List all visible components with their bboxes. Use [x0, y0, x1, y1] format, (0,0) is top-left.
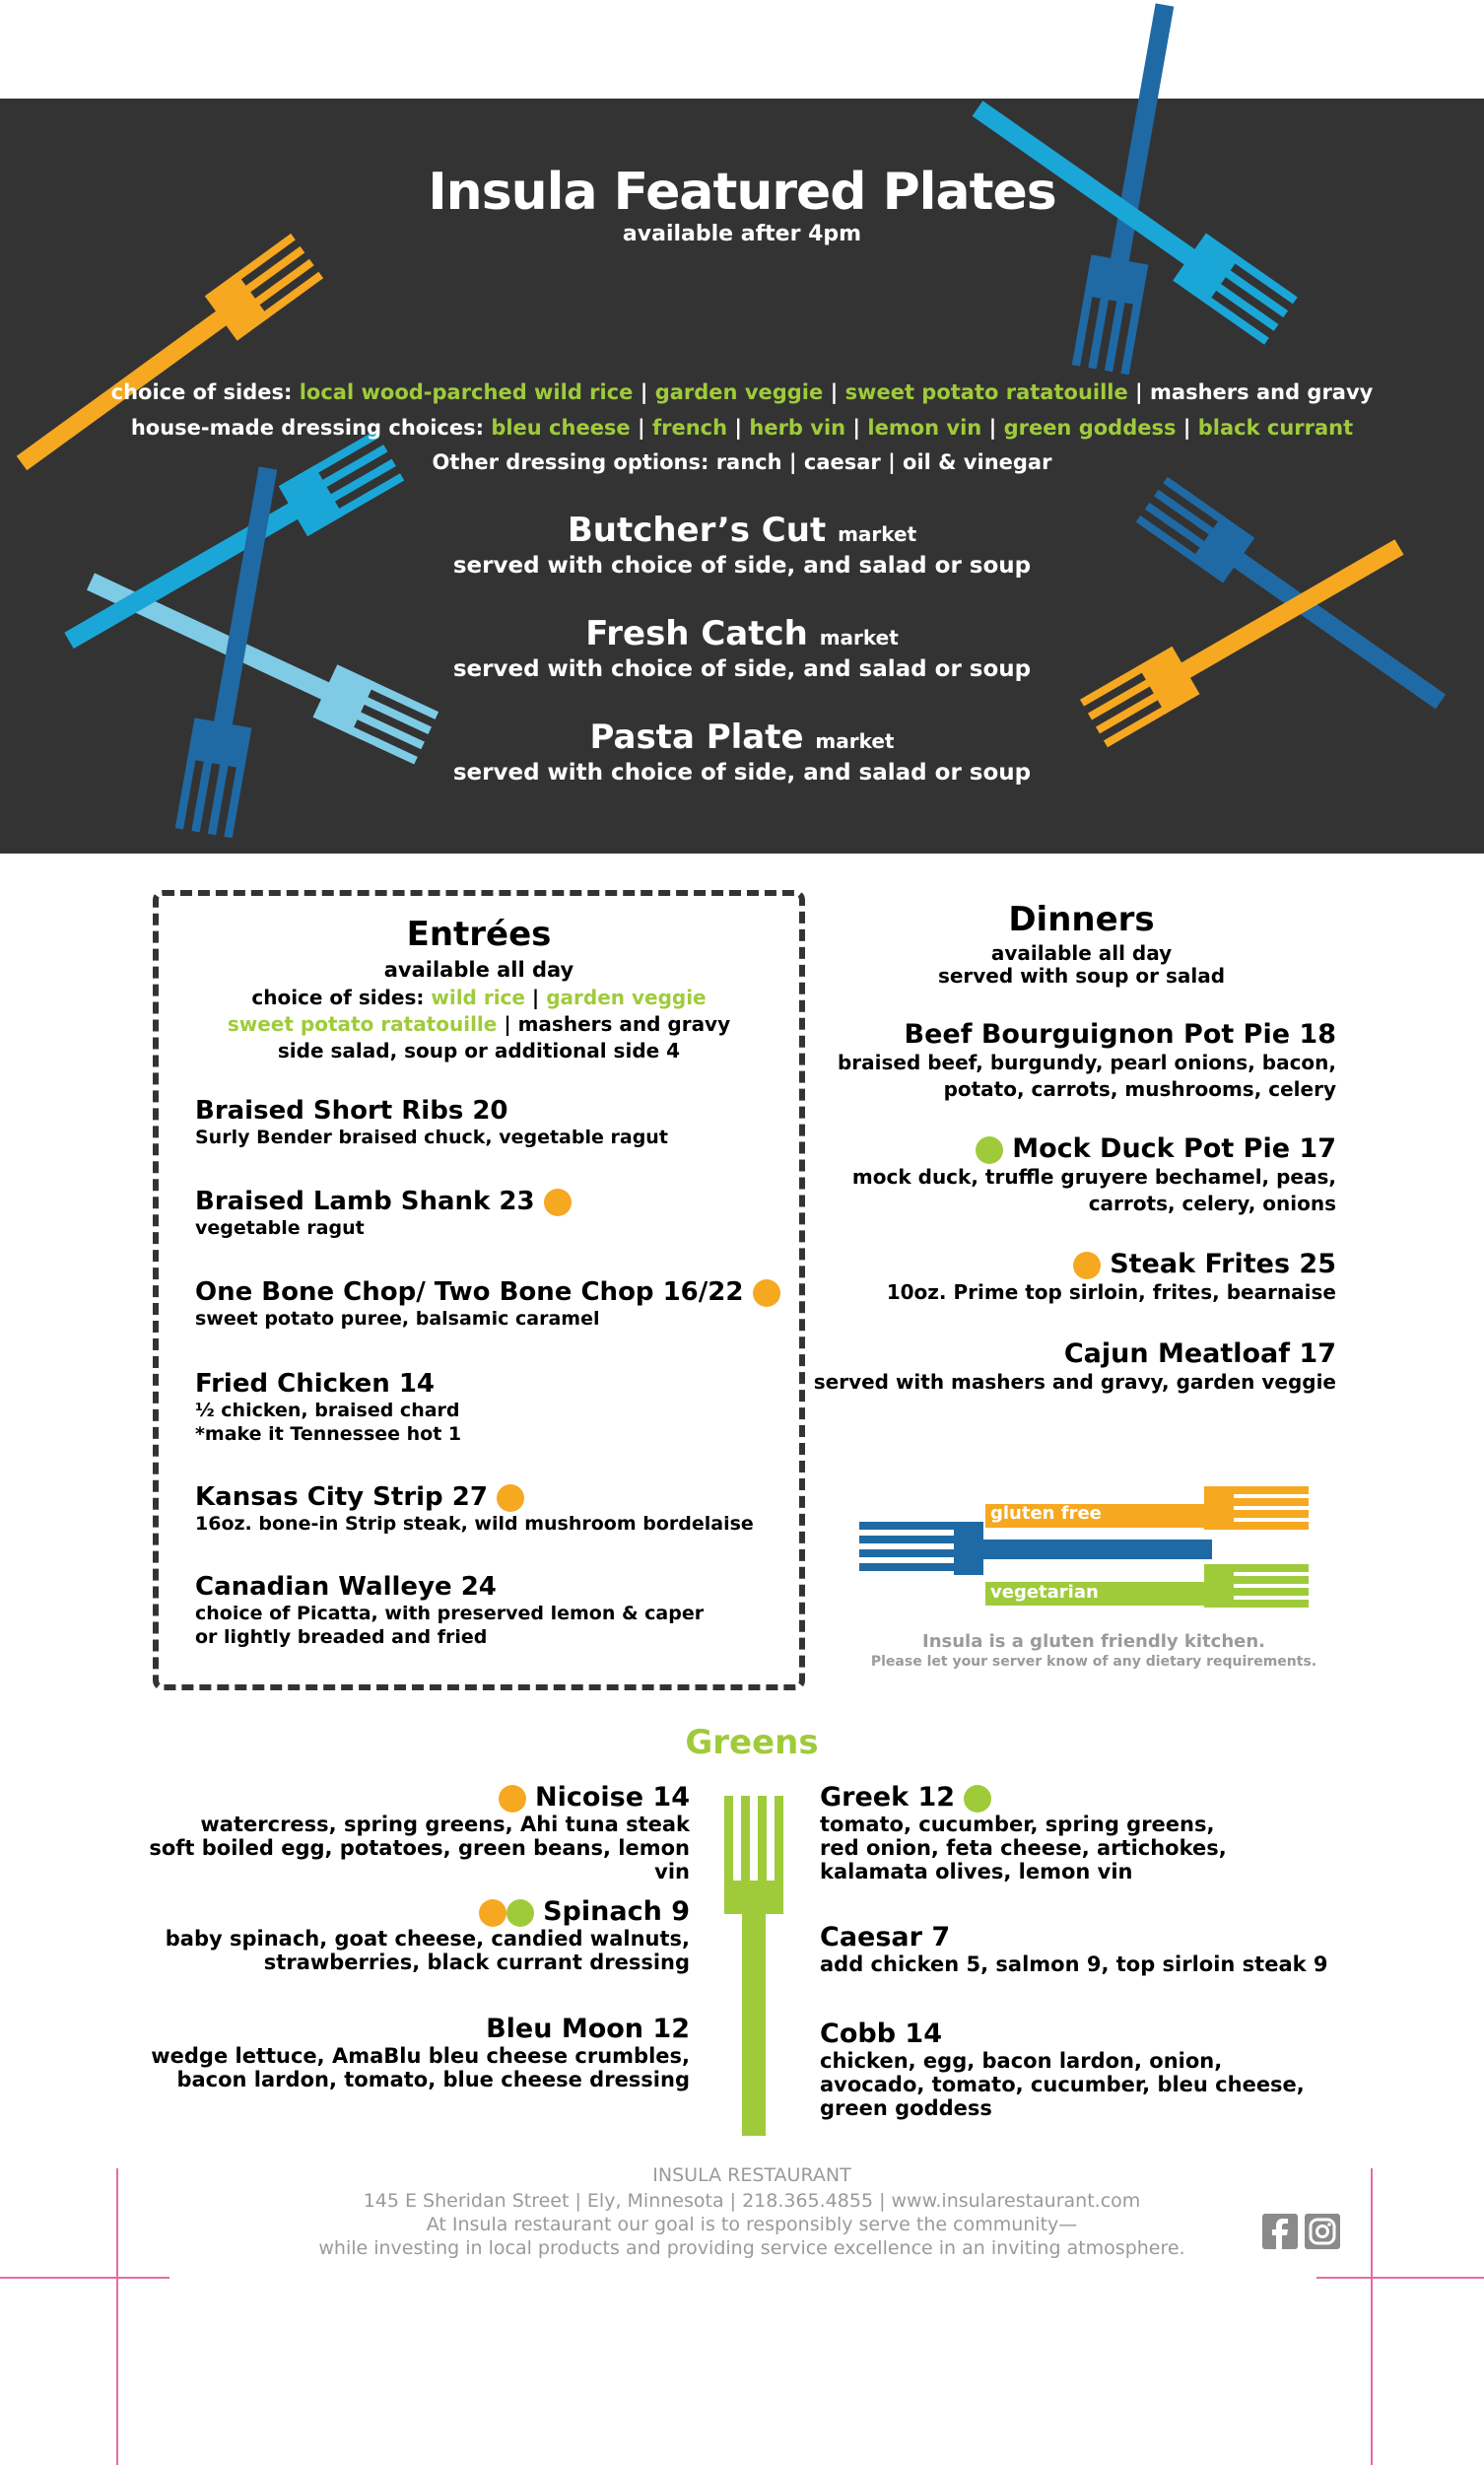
plate-title	[0, 511, 1484, 550]
item-name: Canadian Walleye 24	[195, 1572, 497, 1602]
item-name	[820, 1782, 1391, 1813]
item-description: mock duck, truffle gruyere bechamel, peas,	[851, 1165, 1336, 1189]
item-description: soft boiled egg, potatoes, green beans, lemon vin	[149, 1836, 690, 1883]
side-option: mashers and gravy	[1150, 380, 1374, 404]
orange-fork-icon	[6, 234, 324, 486]
item-name: Caesar 7	[820, 1922, 951, 1952]
menu-item	[769, 1249, 1336, 1306]
dressing-line: house-made dressing choices: bleu cheese | french | herb vin | lemon vin | green goddess | black currant	[130, 416, 1354, 440]
item-name: Bleu Moon 12	[486, 2014, 690, 2044]
gluten-note: Insula is a gluten friendly kitchen.	[922, 1631, 1265, 1652]
item-description: choice of Picatta, with preserved lemon & caper	[195, 1603, 705, 1624]
item-name-text: One Bone Chop/ Two Bone Chop 16/22	[195, 1277, 744, 1307]
item-description: strawberries, black currant dressing	[263, 1951, 690, 1974]
entrees-sides-line	[153, 1012, 805, 1036]
mission-line: while investing in local products and providing service excellence in an inviting atmosphere.	[318, 2237, 1185, 2259]
item-description: watercress, spring greens, Ahi tuna steak	[200, 1813, 690, 1836]
dinners-title: Dinners	[1008, 900, 1155, 939]
side-option: | mashers and gravy	[504, 1012, 731, 1036]
item-description: carrots, celery, onions	[1088, 1192, 1336, 1215]
entrees-sides-line: choice of sides: wild rice | garden veggie	[251, 986, 707, 1009]
item-description: avocado, tomato, cucumber, bleu cheese,	[820, 2073, 1305, 2096]
item-name	[769, 1249, 1336, 1279]
plate-title	[0, 718, 1484, 757]
plate-price: market	[815, 729, 895, 753]
side-option: local wood-parched wild rice	[299, 380, 634, 404]
menu-item	[769, 1133, 1336, 1217]
gluten-free-icon	[1073, 1252, 1101, 1279]
greens-title: Greens	[685, 1723, 819, 1762]
item-name-text: Steak Frites 25	[1110, 1249, 1336, 1279]
blue-fork-icon	[859, 1522, 1212, 1575]
plate-description: served with choice of side, and salad or soup	[452, 656, 1032, 682]
menu-item	[195, 1572, 704, 1649]
greens-item	[118, 1896, 690, 1974]
side-option: garden veggie	[654, 380, 824, 404]
dressing-option: lemon vin	[867, 416, 982, 440]
side-option: sweet potato ratatouille	[227, 1012, 498, 1036]
mission-line: At Insula restaurant our goal is to responsibly serve the community—	[426, 2214, 1078, 2235]
plate-name: Pasta Plate	[589, 718, 804, 757]
vegetarian-icon	[976, 1136, 1003, 1164]
dinners-availability: available all day	[990, 941, 1173, 965]
crop-mark	[1316, 2277, 1484, 2279]
item-description: 16oz. bone-in Strip steak, wild mushroom bordelaise	[195, 1513, 754, 1535]
gluten-free-icon	[479, 1899, 506, 1927]
vegetarian-icon	[964, 1785, 991, 1813]
dressing-option: herb vin	[749, 416, 846, 440]
dressing-option: green goddess	[1003, 416, 1177, 440]
item-description: add chicken 5, salmon 9, top sirloin steak 9	[820, 1952, 1328, 1976]
item-name: Cobb 14	[820, 2019, 942, 2049]
facebook-icon[interactable]	[1262, 2214, 1298, 2249]
plate-title	[0, 614, 1484, 653]
item-name: Braised Short Ribs 20	[195, 1096, 508, 1126]
item-description: red onion, feta cheese, artichokes,	[820, 1836, 1227, 1860]
other-dressing-line: Other dressing options: ranch | caesar | oil & vinegar	[432, 450, 1052, 474]
greens-item	[820, 2019, 1391, 2120]
menu-item	[195, 1187, 572, 1240]
item-name: Cajun Meatloaf 17	[1063, 1338, 1336, 1369]
plate-name: Fresh Catch	[585, 614, 808, 653]
gluten-free-icon	[544, 1189, 572, 1216]
item-name	[769, 1133, 1336, 1164]
plate-name: Butcher’s Cut	[567, 511, 827, 550]
gluten-free-icon	[497, 1484, 524, 1512]
item-description: ½ chicken, braised chard	[195, 1400, 460, 1421]
featured-title: Insula Featured Plates	[428, 163, 1056, 222]
menu-item	[195, 1482, 754, 1536]
item-description: braised beef, burgundy, pearl onions, bacon,	[837, 1051, 1336, 1074]
item-description: *make it Tennessee hot 1	[195, 1423, 462, 1445]
item-name-text: Braised Lamb Shank 23	[195, 1187, 535, 1216]
item-name	[118, 1782, 690, 1813]
menu-item	[195, 1277, 780, 1331]
green-fork-icon	[724, 1796, 783, 2136]
side-option: garden veggie	[546, 986, 707, 1009]
instagram-icon[interactable]	[1305, 2214, 1340, 2249]
menu-item	[769, 1338, 1336, 1396]
gluten-free-icon	[499, 1785, 526, 1813]
side-option: wild rice	[431, 986, 525, 1009]
item-description: green goddess	[820, 2096, 992, 2120]
item-name-text: Nicoise 14	[534, 1782, 690, 1813]
item-name: Fried Chicken 14	[195, 1369, 436, 1399]
greens-item	[118, 2014, 690, 2091]
menu-item	[769, 1019, 1336, 1103]
item-description: 10oz. Prime top sirloin, frites, bearnaise	[886, 1280, 1336, 1304]
item-description: vegetable ragut	[195, 1217, 365, 1239]
item-description: potato, carrots, mushrooms, celery	[943, 1077, 1336, 1101]
item-name	[195, 1187, 572, 1216]
item-description: kalamata olives, lemon vin	[820, 1860, 1133, 1883]
item-name	[195, 1482, 754, 1512]
featured-subtitle: available after 4pm	[622, 222, 862, 246]
plate-price: market	[819, 626, 899, 650]
plate-description: served with choice of side, and salad or soup	[452, 553, 1032, 579]
dressing-option: bleu cheese	[491, 416, 631, 440]
item-name-text: Greek 12	[820, 1782, 956, 1813]
item-description: sweet potato puree, balsamic caramel	[195, 1308, 600, 1330]
vegetarian-icon	[506, 1899, 534, 1927]
entrees-availability: available all day	[383, 958, 574, 982]
item-description: tomato, cucumber, spring greens,	[820, 1813, 1215, 1836]
dressing-option: black currant	[1197, 416, 1354, 440]
item-description: wedge lettuce, AmaBlu bleu cheese crumbles,	[151, 2044, 690, 2068]
entrees-sides-line: side salad, soup or additional side 4	[277, 1039, 681, 1062]
restaurant-name: INSULA RESTAURANT	[652, 2164, 851, 2186]
side-option: sweet potato ratatouille	[844, 380, 1128, 404]
item-name	[118, 1896, 690, 1927]
item-name	[195, 1277, 780, 1307]
sides-line: choice of sides: local wood-parched wild rice | garden veggie | sweet potato ratatouille | mashers and gravy	[110, 380, 1374, 404]
item-name: Beef Bourguignon Pot Pie 18	[904, 1019, 1336, 1050]
plate-price: market	[838, 522, 917, 546]
item-description: or lightly breaded and fried	[195, 1626, 488, 1648]
dressing-option: french	[651, 416, 728, 440]
entrees-title: Entrées	[406, 915, 552, 954]
plate-description: served with choice of side, and salad or soup	[452, 760, 1032, 786]
menu-item	[195, 1369, 461, 1446]
greens-item	[118, 1782, 690, 1883]
item-description: Surly Bender braised chuck, vegetable ragut	[195, 1127, 668, 1148]
greens-item	[820, 1782, 1391, 1883]
vegetarian-label: vegetarian	[990, 1582, 1099, 1603]
item-name-text: Mock Duck Pot Pie 17	[1012, 1133, 1336, 1164]
item-description: chicken, egg, bacon lardon, onion,	[820, 2049, 1223, 2073]
sides-label: choice of sides:	[251, 986, 425, 1009]
item-name-text: Spinach 9	[543, 1896, 690, 1927]
item-description: baby spinach, goat cheese, candied walnuts,	[165, 1927, 690, 1951]
crop-mark	[0, 2277, 169, 2279]
dressing-label: house-made dressing choices:	[130, 416, 484, 440]
menu-item	[195, 1096, 668, 1149]
item-description: bacon lardon, tomato, blue cheese dressing	[176, 2068, 690, 2091]
sides-label: choice of sides:	[110, 380, 293, 404]
gluten-free-label: gluten free	[990, 1503, 1102, 1524]
restaurant-address: 145 E Sheridan Street | Ely, Minnesota | 218.365.4855 | www.insularestaurant.com	[363, 2190, 1141, 2212]
greens-item	[820, 1922, 1391, 1976]
dietary-note: Please let your server know of any dietary requirements.	[870, 1654, 1317, 1670]
item-name-text: Kansas City Strip 27	[195, 1482, 488, 1512]
item-description: served with mashers and gravy, garden veggie	[813, 1370, 1336, 1394]
dinners-served: served with soup or salad	[937, 964, 1226, 988]
